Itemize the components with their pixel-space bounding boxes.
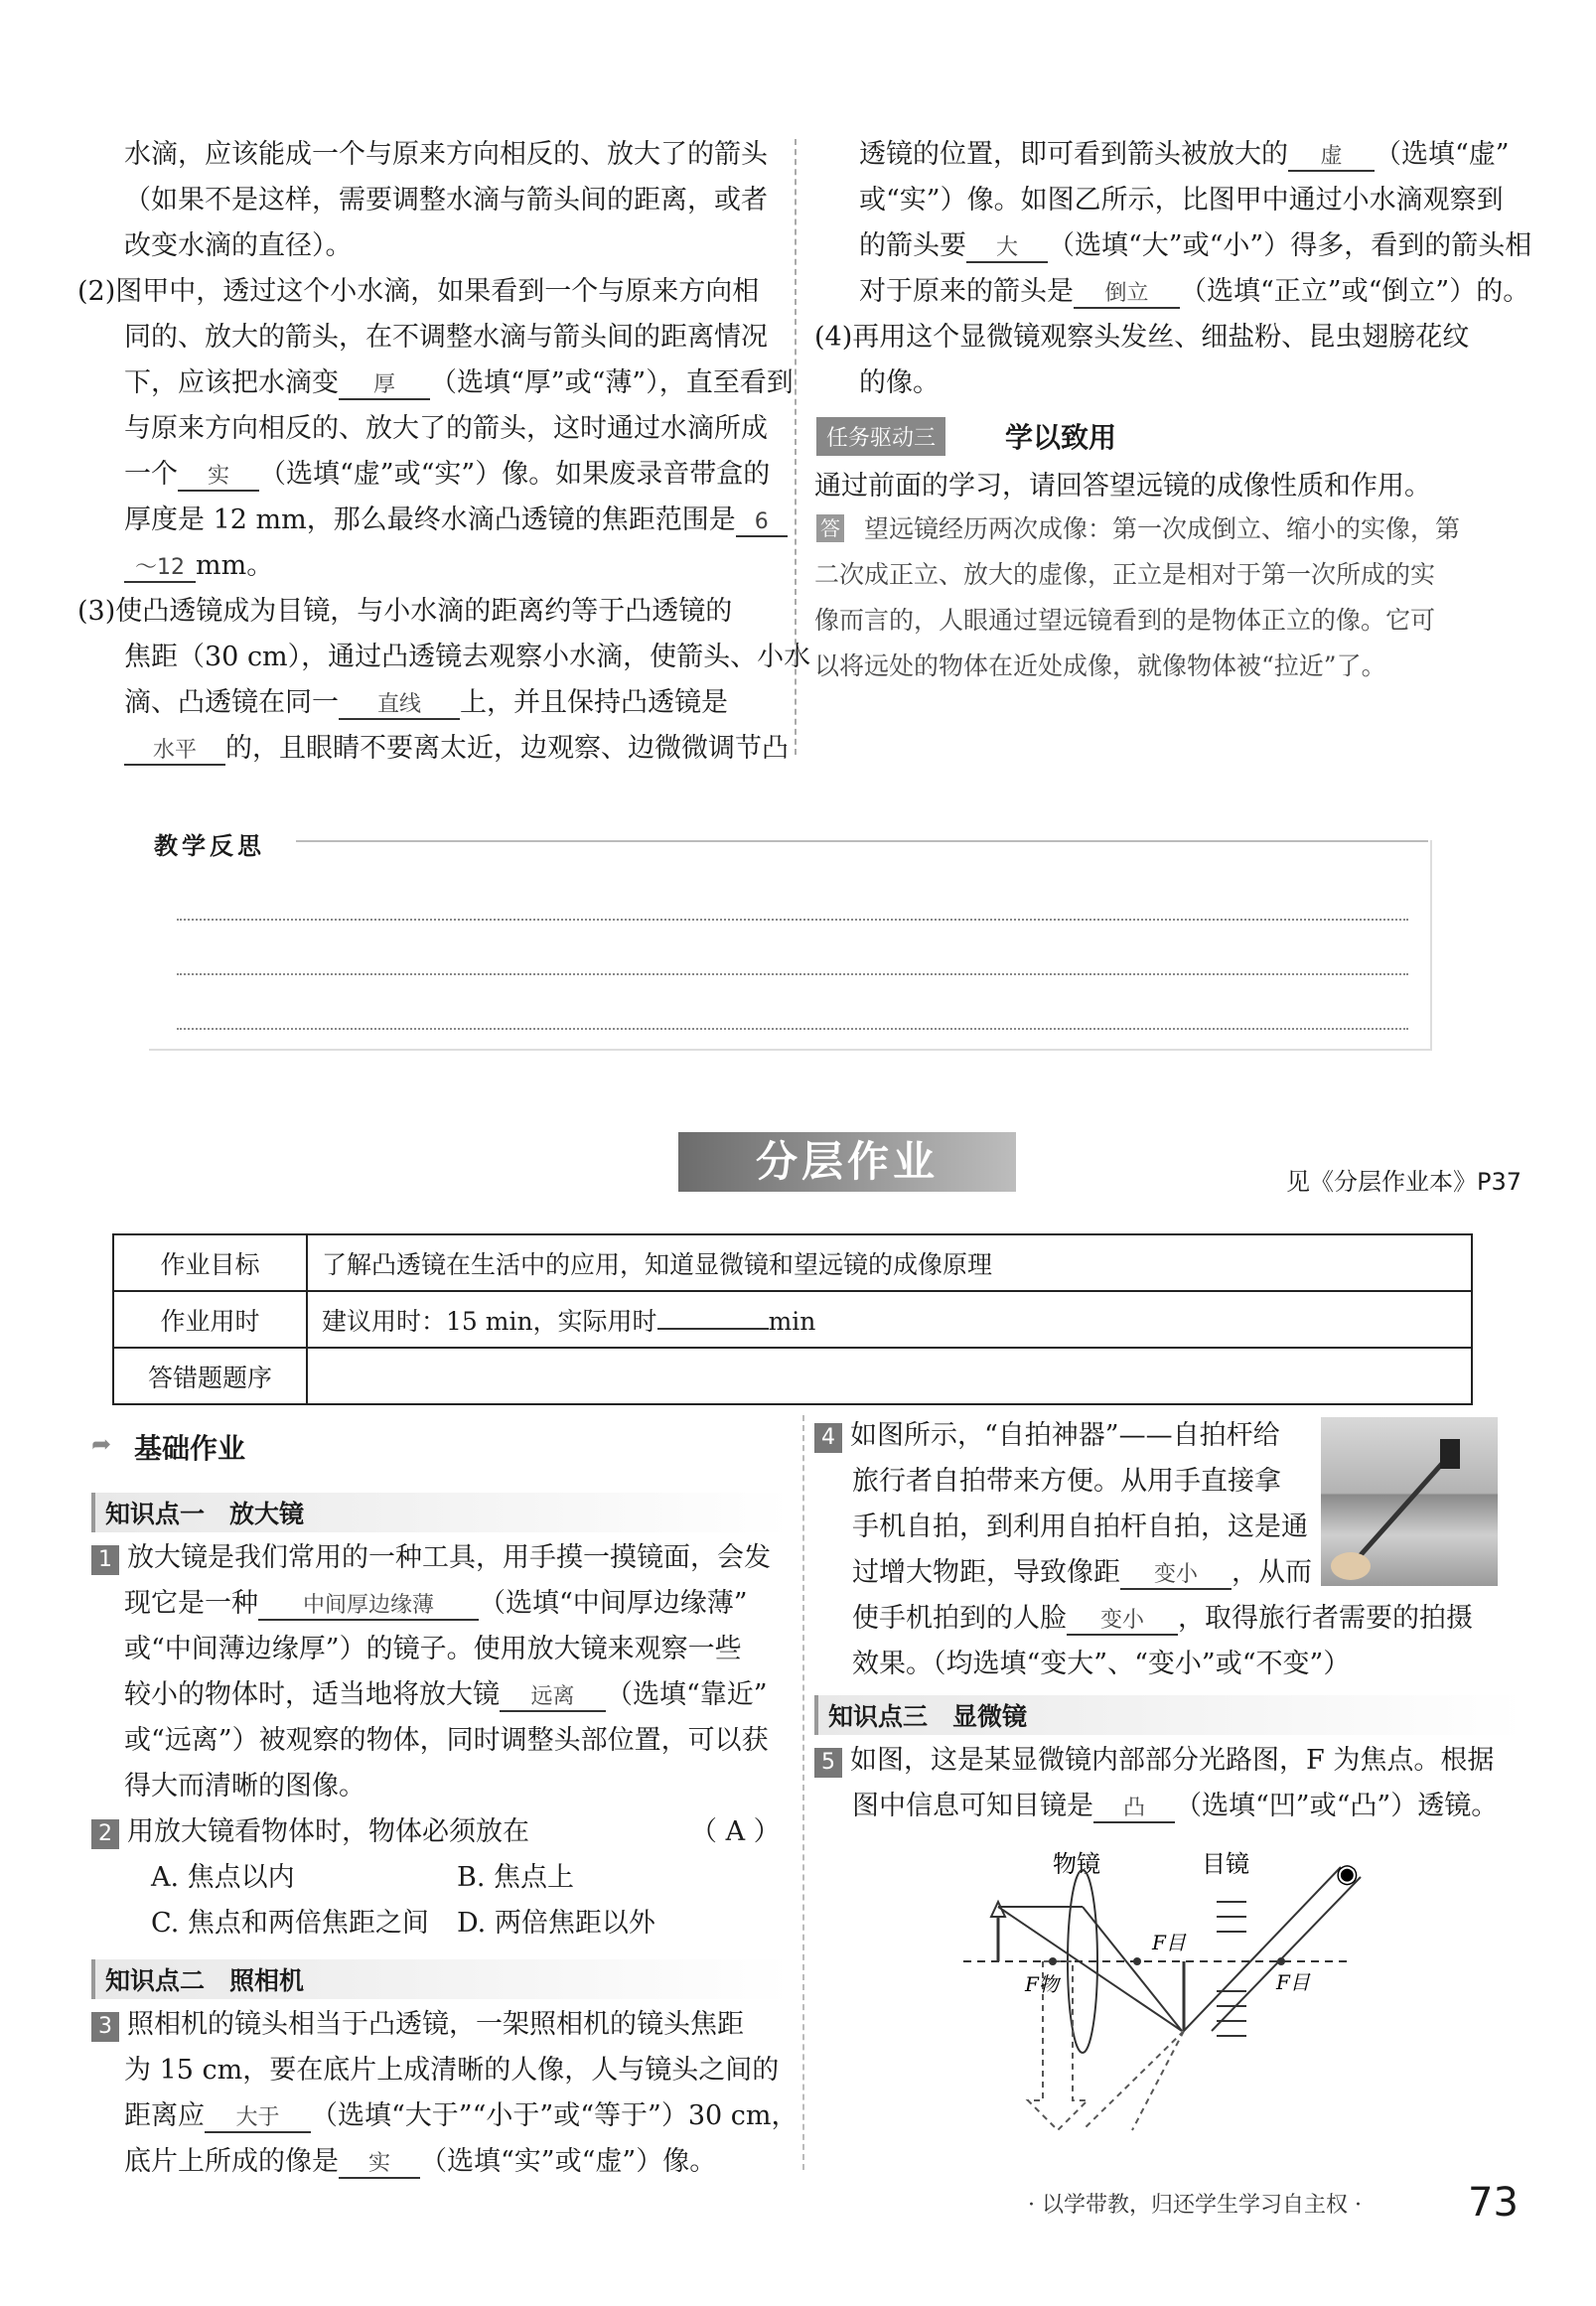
table-header: 作业用时 <box>113 1291 307 1348</box>
text-fragment: （选填“厚”或“薄”），直至看到 <box>430 367 794 398</box>
text-fragment: 用放大镜看物体时，物体必须放在 <box>127 1816 529 1847</box>
answer-line: 像而言的，人眼通过望远镜看到的是物体正立的像。它可 <box>814 606 1436 635</box>
workbook-reference: 见《分层作业本》P37 <box>1286 1168 1523 1196</box>
text-fragment: （选填“大于”“小于”或“等于”）30 cm， <box>311 2100 798 2131</box>
question-line <box>852 1603 1473 1636</box>
question-line <box>852 1791 1498 1823</box>
text-line: 与原来方向相反的、放大了的箭头，这时通过水滴所成 <box>124 413 768 444</box>
text-fragment: 的，且眼睛不要离太近，边观察、边微微调节凸 <box>225 733 789 764</box>
task-tag: 任务驱动三 <box>816 417 945 456</box>
text-line: (3)使凸透镜成为目镜，与小水滴的距离约等于凸透镜的 <box>77 596 733 627</box>
text-line: 通过前面的学习，请回答望远镜的成像性质和作用。 <box>814 471 1431 502</box>
question-line: 为 15 cm，要在底片上成清晰的人像，人与镜头之间的 <box>124 2055 780 2086</box>
table-cell <box>307 1291 1472 1348</box>
text-fragment: 使手机拍到的人脸 <box>852 1603 1067 1634</box>
text-fragment: 厚度是 12 mm，那么最终水滴凸透镜的焦距范围是 <box>124 504 736 535</box>
answer-blank: 实 <box>339 2151 420 2179</box>
table-cell: 了解凸透镜在生活中的应用，知道显微镜和望远镜的成像原理 <box>307 1234 1472 1291</box>
focal-point <box>1277 1957 1285 1965</box>
answer-blank: 虚 <box>1288 144 1375 172</box>
text-fragment: 较小的物体时，适当地将放大镜 <box>124 1679 500 1710</box>
answer-blank: ～12 <box>124 555 196 583</box>
question-line: 或“中间薄边缘厚”）的镜子。使用放大镜来观察一些 <box>124 1634 742 1664</box>
table-header: 答错题题序 <box>113 1348 307 1404</box>
option: D. 两倍焦距以外 <box>457 1908 655 1939</box>
focal-label: F目 <box>1152 1931 1186 1954</box>
light-ray <box>1184 1867 1341 2031</box>
knowledge-point-heading: 知识点一 放大镜 <box>91 1493 791 1532</box>
focal-label: F目 <box>1276 1970 1310 1994</box>
section-title: 学以致用 <box>1005 421 1117 454</box>
answer-blank: 实 <box>178 464 259 492</box>
text-fragment: 透镜的位置，即可看到箭头被放大的 <box>859 139 1288 170</box>
selfie-stick-image <box>1321 1417 1498 1586</box>
answer-line: 望远镜经历两次成像：第一次成倒立、缩小的实像，第 <box>864 514 1461 543</box>
question-line: 手机自拍，到利用自拍杆自拍，这是通 <box>852 1512 1308 1542</box>
text-fragment: ，从而 <box>1232 1557 1312 1588</box>
option: C. 焦点和两倍焦距之间 <box>151 1908 429 1939</box>
writing-line <box>177 1028 1408 1030</box>
text-fragment: 放大镜是我们常用的一种工具，用手摸一摸镜面，会发 <box>127 1542 771 1573</box>
option: B. 焦点上 <box>457 1862 575 1893</box>
text-fragment: （选填“虚” <box>1375 139 1510 170</box>
text-line <box>859 230 1531 263</box>
text-line <box>124 504 788 537</box>
question-number: 5 <box>814 1748 842 1778</box>
answer-blank: 6 <box>736 509 788 537</box>
question-line <box>91 1542 771 1575</box>
text-line: 水滴，应该能成一个与原来方向相反的、放大了的箭头 <box>124 139 768 170</box>
question-line <box>124 1588 748 1621</box>
answer-blank: 中间厚边缘薄 <box>258 1593 479 1621</box>
focal-point <box>1133 1957 1141 1965</box>
column-divider <box>802 1415 804 2170</box>
eye-icon: ◉ <box>1336 1859 1359 1889</box>
answer-blank: 直线 <box>339 692 460 720</box>
question-number: 1 <box>91 1545 119 1575</box>
text-fragment: 过增大物距，导致像距 <box>852 1557 1120 1588</box>
text-line: 焦距（30 cm），通过凸透镜去观察小水滴，使箭头、小水 <box>124 642 811 672</box>
question-line: 得大而清晰的图像。 <box>124 1771 365 1802</box>
answer-mark: 答 <box>816 514 844 542</box>
eyepiece-label: 目镜 <box>1202 1850 1249 1878</box>
question-line: 或“远离”）被观察的物体，同时调整头部位置，可以获 <box>124 1725 769 1756</box>
text-line <box>124 550 273 583</box>
text-fragment: 一个 <box>124 459 178 490</box>
text-fragment: 上，并且保持凸透镜是 <box>460 687 728 718</box>
text-fragment: 照相机的镜头相当于凸透镜，一架照相机的镜头焦距 <box>127 2009 744 2040</box>
reflection-box <box>149 840 1432 1051</box>
text-fragment: 下，应该把水滴变 <box>124 367 339 398</box>
text-line <box>859 276 1529 309</box>
text-line: 或“实”）像。如图乙所示，比图甲中通过小水滴观察到 <box>859 185 1504 216</box>
column-divider <box>795 139 797 755</box>
text-line: (4)再用这个显微镜观察头发丝、细盐粉、昆虫翅膀花纹 <box>814 322 1470 353</box>
text-line: 的像。 <box>859 367 940 398</box>
section-banner: 分层作业 <box>678 1132 1016 1192</box>
selfie-stick-photo <box>1321 1417 1498 1586</box>
answer-line: 二次成正立、放大的虚像，正立是相对于第一次所成的实 <box>814 560 1436 589</box>
writing-line <box>177 973 1408 975</box>
question-line <box>91 1816 529 1849</box>
question-line <box>124 2146 716 2179</box>
light-ray <box>1212 1877 1361 2031</box>
question-line: 效果。（均选填“变大”、“变小”或“不变”） <box>852 1649 1351 1679</box>
question-line <box>124 2100 798 2133</box>
question-line <box>814 1420 1280 1453</box>
focal-point <box>1049 1957 1057 1965</box>
option: A. 焦点以内 <box>151 1862 295 1893</box>
answer-blank: 远离 <box>500 1684 606 1712</box>
question-line: 旅行者自拍带来方便。从用手直接拿 <box>852 1466 1281 1497</box>
text-fragment: 建议用时：15 min，实际用时 <box>322 1306 657 1336</box>
text-line: (2)图甲中，透过这个小水滴，如果看到一个与原来方向相 <box>77 276 760 307</box>
knowledge-point-heading: 知识点二 照相机 <box>91 1959 791 1999</box>
answer-blank: 大 <box>966 235 1048 263</box>
text-line <box>124 459 770 492</box>
focal-label: F物 <box>1025 1972 1059 1996</box>
text-line: 改变水滴的直径）。 <box>124 230 353 261</box>
knowledge-point-heading: 知识点三 显微镜 <box>814 1695 1523 1735</box>
text-fragment: 底片上所成的像是 <box>124 2146 339 2177</box>
text-fragment: 图中信息可知目镜是 <box>852 1791 1093 1821</box>
homework-table <box>112 1233 1473 1405</box>
text-fragment: 的箭头要 <box>859 230 966 261</box>
choice-answer: （ A ） <box>690 1816 781 1847</box>
text-fragment: ，取得旅行者需要的拍摄 <box>1178 1603 1473 1634</box>
footer-slogan: · 以学带教，归还学生学习自主权 · <box>1028 2193 1362 2218</box>
reflection-title: 教学反思 <box>154 832 265 860</box>
text-fragment: 现它是一种 <box>124 1588 258 1619</box>
answer-blank: 凸 <box>1093 1796 1175 1823</box>
text-fragment: 滴、凸透镜在同一 <box>124 687 339 718</box>
text-fragment: min <box>768 1306 816 1336</box>
time-input[interactable] <box>657 1328 769 1330</box>
answer-line: 以将远处的物体在近处成像，就像物体被“拉近”了。 <box>814 651 1386 680</box>
answer-blank: 大于 <box>205 2105 311 2133</box>
answer-blank: 变小 <box>1120 1562 1232 1590</box>
answer-blank: 倒立 <box>1074 281 1180 309</box>
text-fragment: （选填“正立”或“倒立”）的。 <box>1180 276 1530 307</box>
text-fragment: （选填“靠近” <box>606 1679 768 1710</box>
text-fragment: mm。 <box>196 550 274 581</box>
question-number: 4 <box>814 1423 842 1453</box>
light-ray <box>998 1907 1182 2031</box>
text-fragment: 如图所示，“自拍神器”——自拍杆给 <box>850 1420 1280 1451</box>
text-line: 同的、放大的箭头，在不调整水滴与箭头间的距离情况 <box>124 322 768 353</box>
microscope-diagram <box>953 1842 1371 2160</box>
text-line <box>124 733 789 766</box>
writing-line <box>177 919 1408 921</box>
answer-blank: 厚 <box>339 372 430 400</box>
arrow-icon: ➦ <box>91 1430 112 1458</box>
page-number: 73 <box>1468 2180 1519 2226</box>
text-fragment: （选填“大”或“小”）得多，看到的箭头相 <box>1048 230 1532 261</box>
text-fragment: （选填“虚”或“实”）像。如果废录音带盒的 <box>259 459 771 490</box>
question-line <box>91 2009 744 2042</box>
text-fragment: （选填“实”或“虚”）像。 <box>420 2146 717 2177</box>
table-header: 作业目标 <box>113 1234 307 1291</box>
objective-label: 物镜 <box>1053 1850 1100 1878</box>
section-title: 基础作业 <box>134 1432 246 1465</box>
question-line <box>124 1679 768 1712</box>
text-line: （如果不是这样，需要调整水滴与箭头间的距离，或者 <box>124 185 768 216</box>
text-line <box>124 687 728 720</box>
answer-blank: 变小 <box>1067 1608 1178 1636</box>
text-line <box>124 367 794 400</box>
question-line <box>852 1557 1312 1590</box>
text-fragment: （选填“中间厚边缘薄” <box>479 1588 748 1619</box>
answer-blank: 水平 <box>124 738 225 766</box>
text-fragment: 对于原来的箭头是 <box>859 276 1074 307</box>
text-fragment: （选填“凹”或“凸”）透镜。 <box>1175 1791 1499 1821</box>
table-cell[interactable] <box>307 1348 1472 1404</box>
question-number: 2 <box>91 1819 119 1849</box>
extension-line <box>1132 2031 1184 2130</box>
text-fragment: 距离应 <box>124 2100 205 2131</box>
text-fragment: 如图，这是某显微镜内部部分光路图，F 为焦点。根据 <box>850 1745 1495 1776</box>
extension-line <box>1083 2031 1184 2130</box>
question-number: 3 <box>91 2012 119 2042</box>
text-line <box>859 139 1510 172</box>
question-line <box>814 1745 1494 1778</box>
